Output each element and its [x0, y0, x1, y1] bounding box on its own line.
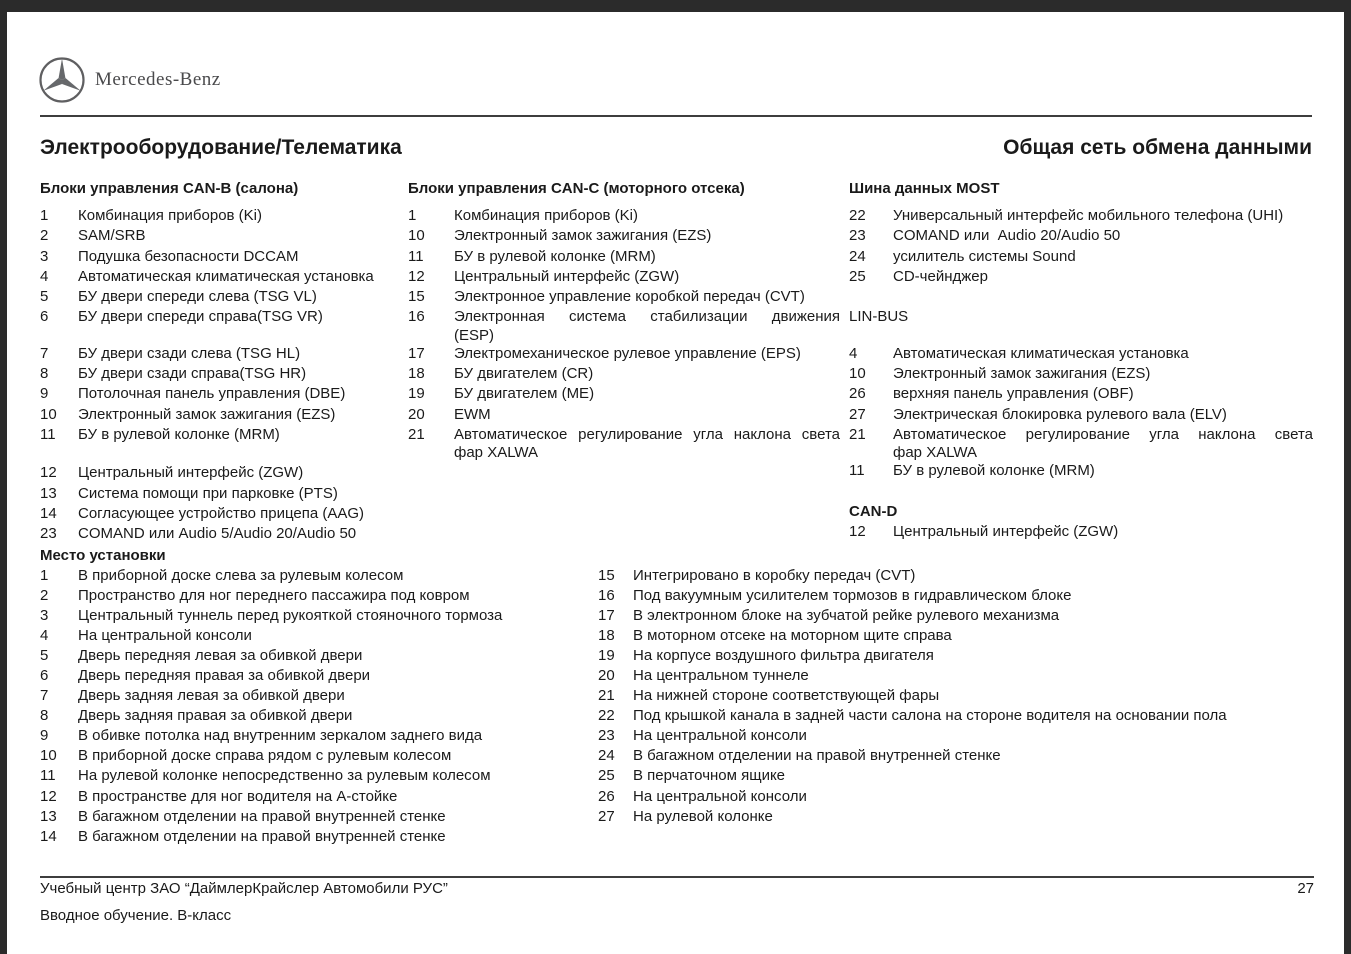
- mercedes-star-icon: [38, 56, 86, 104]
- item-text: Универсальный интерфейс мобильного телефона (UHI): [893, 207, 1284, 224]
- list-item: [849, 206, 1313, 226]
- list-item: [40, 706, 590, 726]
- item-number: 24: [849, 247, 866, 265]
- item-number: 26: [598, 787, 615, 805]
- list-item: [849, 384, 1313, 404]
- list-item: [598, 666, 1320, 686]
- list-item: [40, 247, 408, 267]
- item-number: 6: [40, 667, 49, 685]
- item-text: БУ в рулевой колонке (MRM): [78, 425, 280, 443]
- item-number: 17: [408, 344, 425, 362]
- page-title-left: Электрооборудование/Телематика: [40, 136, 402, 159]
- item-number: 23: [40, 525, 57, 543]
- item-number: 12: [40, 464, 57, 482]
- item-text: COMAND или Audio 20/Audio 50: [893, 227, 1121, 245]
- item-text: В багажном отделении на правой внутренней стенке: [633, 747, 1001, 765]
- item-text: В багажном отделении на правой внутренней стенке: [78, 807, 446, 825]
- footer-line1: Учебный центр ЗАО “ДаймлерКрайслер Автомобили РУС”: [40, 880, 448, 897]
- item-number: 4: [849, 344, 858, 362]
- item-number: 21: [598, 687, 615, 705]
- item-number: 4: [40, 627, 49, 645]
- list-item: [408, 226, 840, 246]
- list-item: [40, 344, 408, 364]
- list-item: [40, 226, 408, 246]
- item-text: В обивке потолка над внутренним зеркалом заднего вида: [78, 727, 483, 745]
- list-item: [40, 646, 590, 666]
- list-item: [40, 807, 590, 827]
- location-header: Место установки: [40, 547, 166, 564]
- item-number: 12: [408, 267, 425, 285]
- section-can-c: [408, 179, 840, 461]
- item-number: 10: [408, 227, 425, 245]
- item-text: Центральный интерфейс (ZGW): [893, 523, 1119, 541]
- list-item: [40, 586, 590, 606]
- item-number: 9: [40, 727, 49, 745]
- list-item: [40, 566, 590, 586]
- item-text: На центральной консоли: [78, 627, 252, 645]
- list-item: [598, 726, 1320, 746]
- item-number: 18: [408, 365, 425, 383]
- item-text: Дверь передняя левая за обивкой двери: [78, 647, 363, 665]
- footer-divider: [40, 876, 1314, 878]
- item-text: В перчаточном ящике: [633, 767, 786, 785]
- list-item: [40, 463, 408, 483]
- item-text: Дверь передняя правая за обивкой двери: [78, 667, 371, 685]
- item-number: 21: [849, 425, 866, 443]
- can-c-header: Блоки управления CAN-C (моторного отсека): [408, 180, 745, 197]
- header-divider: [40, 115, 1312, 117]
- item-number: 23: [849, 227, 866, 245]
- item-text: В багажном отделении на правой внутренней стенке: [78, 827, 446, 845]
- spacer: [849, 328, 1313, 344]
- item-number: 17: [598, 607, 615, 625]
- item-text: Подушка безопасности DCCAM: [78, 247, 299, 265]
- item-number: 12: [40, 787, 57, 805]
- item-text: Автоматическая климатическая установка: [78, 267, 374, 285]
- item-number: 23: [598, 727, 615, 745]
- item-text: В приборной доске справа рядом с рулевым колесом: [78, 747, 452, 765]
- page-title-right: Общая сеть обмена данными: [1003, 136, 1312, 159]
- item-text: На центральном туннеле: [633, 667, 809, 685]
- item-number: 10: [849, 364, 866, 382]
- item-number: 10: [40, 405, 57, 423]
- spacer: [40, 445, 408, 463]
- item-text: БУ двери спереди слева (TSG VL): [78, 288, 317, 306]
- list-item: [40, 686, 590, 706]
- item-number: 1: [40, 207, 49, 224]
- list-item: [598, 787, 1320, 807]
- item-text-line2: фар XALWA: [893, 444, 978, 462]
- item-text: Центральный интерфейс (ZGW): [78, 464, 304, 482]
- item-text: Центральный туннель перед рукояткой стояночного тормоза: [78, 607, 503, 625]
- item-number: 22: [598, 707, 615, 725]
- item-text: Комбинация приборов (Ki): [78, 207, 263, 224]
- list-item: [849, 267, 1313, 287]
- page-number: 27: [1297, 880, 1314, 897]
- document-page: [7, 12, 1344, 954]
- spacer: [40, 328, 408, 344]
- item-text: БУ двери спереди справа(TSG VR): [78, 308, 323, 326]
- item-number: 24: [598, 747, 615, 765]
- item-text: БУ двигателем (CR): [454, 365, 594, 383]
- item-text-line2: фар XALWA: [454, 444, 539, 462]
- item-text: На центральной консоли: [633, 787, 807, 805]
- item-text-line1: Автоматическое регулирование угла наклона света: [454, 426, 840, 444]
- item-number: 1: [408, 207, 417, 224]
- list-item: [408, 247, 840, 267]
- item-number: 14: [40, 505, 57, 523]
- item-number: 3: [40, 247, 49, 265]
- item-text: Потолочная панель управления (DBE): [78, 385, 346, 403]
- item-number: 15: [598, 567, 615, 584]
- item-text: В моторном отсеке на моторном щите справа: [633, 627, 952, 645]
- item-text: Интегрировано в коробку передач (CVT): [633, 567, 916, 584]
- list-item: [408, 287, 840, 307]
- item-number: 5: [40, 647, 49, 665]
- list-item: [408, 267, 840, 287]
- item-text: Электронное управление коробкой передач (CVT): [454, 288, 805, 306]
- brand-wordmark: Mercedes-Benz: [95, 69, 221, 90]
- item-text: БУ двери сзади справа(TSG HR): [78, 364, 307, 382]
- item-text: SAM/SRB: [78, 227, 146, 245]
- item-number: 12: [849, 523, 866, 541]
- item-number: 21: [408, 426, 425, 444]
- item-number: 22: [849, 207, 866, 224]
- item-number: 8: [40, 707, 49, 725]
- list-item: [598, 766, 1320, 786]
- item-text: Центральный интерфейс (ZGW): [454, 267, 680, 285]
- section-most: [849, 179, 1313, 542]
- section-can-b: [40, 179, 408, 545]
- list-item: [598, 606, 1320, 626]
- list-item: [849, 461, 1313, 481]
- list-item: [40, 287, 408, 307]
- item-text: Дверь задняя правая за обивкой двери: [78, 707, 353, 725]
- list-item: [598, 626, 1320, 646]
- item-number: 14: [40, 827, 57, 845]
- list-item: [849, 344, 1313, 364]
- item-number: 27: [598, 807, 615, 825]
- item-number: 19: [598, 647, 615, 665]
- item-number: 16: [408, 308, 425, 326]
- item-text: На рулевой колонке непосредственно за рулевым колесом: [78, 767, 491, 785]
- list-item: [598, 686, 1320, 706]
- location-list-right: [598, 566, 1320, 827]
- list-item: [40, 746, 590, 766]
- list-item: [849, 405, 1313, 425]
- list-item: [849, 522, 1313, 542]
- item-number: 8: [40, 364, 49, 382]
- item-number: 18: [598, 627, 615, 645]
- list-item: [40, 626, 590, 646]
- item-text: Автоматическая климатическая установка: [893, 344, 1189, 362]
- list-item: [849, 247, 1313, 267]
- list-item: [408, 364, 840, 384]
- item-text: БУ в рулевой колонке (MRM): [893, 462, 1095, 480]
- item-text: В пространстве для ног водителя на А-стойке: [78, 787, 398, 805]
- item-number: 1: [40, 567, 49, 584]
- item-number: 13: [40, 807, 57, 825]
- item-text: [454, 425, 840, 461]
- item-text: Под вакуумным усилителем тормозов в гидравлическом блоке: [633, 587, 1072, 605]
- spacer: [849, 287, 1313, 307]
- list-item: [408, 405, 840, 425]
- item-number: 5: [40, 288, 49, 306]
- list-item: [40, 666, 590, 686]
- item-text-line1: Электронная система стабилизации движения: [454, 308, 840, 326]
- item-text: БУ двигателем (ME): [454, 385, 595, 403]
- item-text: CD-чейнджер: [893, 267, 988, 285]
- item-number: 6: [40, 308, 49, 326]
- footer-line2: Вводное обучение. В-класс: [40, 907, 232, 924]
- item-text: Электронный замок зажигания (EZS): [454, 227, 712, 245]
- list-item: [849, 364, 1313, 384]
- list-item: [40, 606, 590, 626]
- can-b-header: Блоки управления CAN-B (салона): [40, 180, 299, 197]
- item-text: Электрическая блокировка рулевого вала (ELV): [893, 405, 1227, 423]
- item-number: 4: [40, 267, 49, 285]
- item-number: 15: [408, 288, 425, 306]
- list-item: [40, 726, 590, 746]
- item-number: 2: [40, 587, 49, 605]
- item-text: Под крышкой канала в задней части салона на стороне водителя на основании пола: [633, 707, 1227, 725]
- item-number: 7: [40, 687, 49, 705]
- list-item: [40, 267, 408, 287]
- list-item: [40, 364, 408, 384]
- item-text: Комбинация приборов (Ki): [454, 207, 639, 224]
- section-label-linbus: [849, 307, 1313, 327]
- item-text: верхняя панель управления (OBF): [893, 385, 1134, 403]
- item-text: Система помощи при парковке (PTS): [78, 484, 338, 502]
- item-number: 19: [408, 385, 425, 403]
- list-item: [849, 425, 1313, 461]
- item-number: 11: [40, 425, 56, 443]
- item-text-line2: (ESP): [454, 326, 495, 344]
- location-list-left: [40, 566, 590, 847]
- item-text: На нижней стороне соответствующей фары: [633, 687, 940, 705]
- list-item: [40, 206, 408, 226]
- list-item: [408, 425, 840, 461]
- item-text: Электронный замок зажигания (EZS): [78, 405, 336, 423]
- item-number: 25: [849, 267, 866, 285]
- list-item: [598, 706, 1320, 726]
- list-item: [598, 566, 1320, 586]
- list-item: [40, 504, 408, 524]
- item-text: Пространство для ног переднего пассажира под ковром: [78, 587, 470, 605]
- item-text: На центральной консоли: [633, 727, 807, 745]
- list-item: [40, 384, 408, 404]
- item-text: COMAND или Audio 5/Audio 20/Audio 50: [78, 525, 357, 543]
- item-number: 10: [40, 747, 57, 765]
- list-item: [40, 425, 408, 445]
- list-item: [598, 646, 1320, 666]
- item-number: 13: [40, 484, 57, 502]
- item-text: На рулевой колонке: [633, 807, 773, 825]
- spacer: [849, 482, 1313, 502]
- list-item: [408, 384, 840, 404]
- item-number: 20: [408, 405, 425, 423]
- item-text: [893, 425, 1313, 461]
- item-number: 11: [408, 247, 424, 265]
- item-text-line1: Автоматическое регулирование угла наклона света: [893, 425, 1313, 443]
- list-item: [40, 827, 590, 847]
- list-item: [40, 484, 408, 504]
- can-d-header: CAN-D: [849, 502, 898, 520]
- item-text: БУ двери сзади слева (TSG HL): [78, 344, 301, 362]
- item-text: Электромеханическое рулевое управление (EPS): [454, 344, 801, 362]
- item-number: 11: [849, 462, 865, 480]
- list-item: [40, 307, 408, 327]
- list-item: [598, 586, 1320, 606]
- item-text: Согласующее устройство прицепа (AAG): [78, 505, 365, 523]
- item-text: В приборной доске слева за рулевым колесом: [78, 567, 404, 584]
- item-number: 16: [598, 587, 615, 605]
- list-item: [40, 405, 408, 425]
- item-number: 26: [849, 385, 866, 403]
- item-text: В электронном блоке на зубчатой рейке рулевого механизма: [633, 607, 1060, 625]
- item-number: 25: [598, 767, 615, 785]
- list-item: [849, 226, 1313, 246]
- item-text: Электронный замок зажигания (EZS): [893, 364, 1151, 382]
- item-number: 9: [40, 385, 49, 403]
- item-text: EWM: [454, 405, 491, 423]
- item-text: усилитель системы Sound: [893, 247, 1076, 265]
- item-text: БУ в рулевой колонке (MRM): [454, 247, 656, 265]
- list-item: [40, 766, 590, 786]
- list-item: [598, 746, 1320, 766]
- list-item: [598, 807, 1320, 827]
- item-number: 7: [40, 344, 49, 362]
- item-number: 3: [40, 607, 49, 625]
- list-item: [408, 307, 840, 343]
- list-item: [40, 524, 408, 544]
- item-text: [454, 307, 840, 343]
- item-number: 11: [40, 767, 56, 785]
- list-item: [408, 344, 840, 364]
- item-number: 27: [849, 405, 866, 423]
- most-header: Шина данных MOST: [849, 180, 1000, 197]
- list-item: [408, 206, 840, 226]
- item-text: На корпусе воздушного фильтра двигателя: [633, 647, 934, 665]
- linbus-label: LIN-BUS: [849, 308, 909, 326]
- item-number: 2: [40, 227, 49, 245]
- item-number: 20: [598, 667, 615, 685]
- item-text: Дверь задняя левая за обивкой двери: [78, 687, 345, 705]
- list-item: [40, 787, 590, 807]
